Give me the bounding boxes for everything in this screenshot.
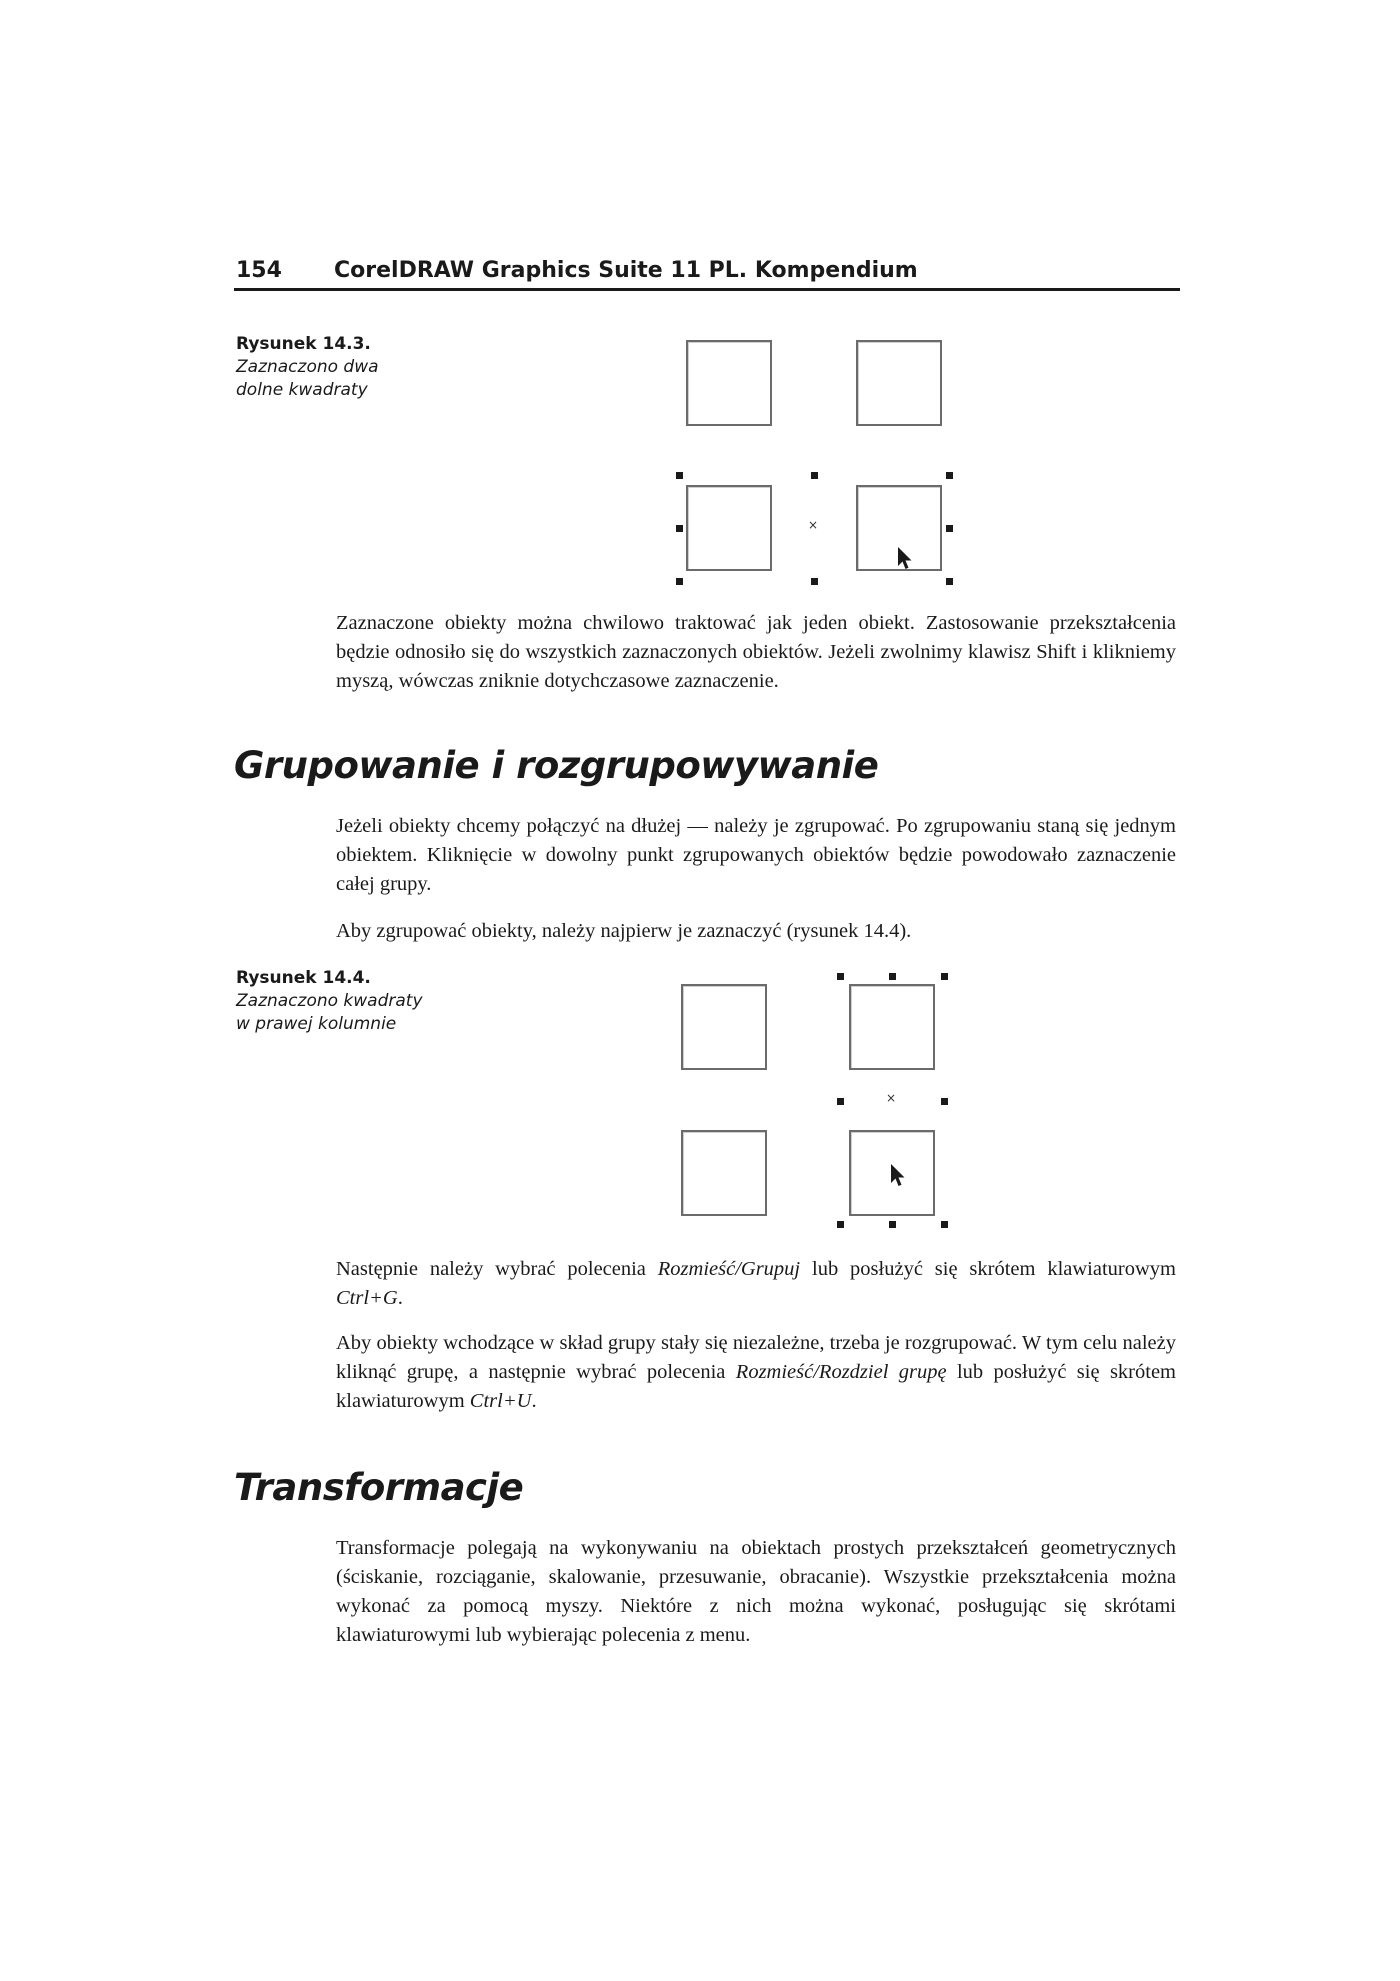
square-top-right [849,984,935,1070]
selection-handle-icon [941,1098,948,1105]
selection-handle-icon [676,525,683,532]
figure-label: Rysunek 14.3. [236,334,371,354]
selection-handle-icon [676,578,683,585]
selection-handle-icon [837,1098,844,1105]
section-heading-transformations: Transformacje [234,1466,524,1509]
section-heading-grouping: Grupowanie i rozgrupowywanie [234,744,879,787]
selection-handle-icon [676,472,683,479]
paragraph-grouping: Jeżeli obiekty chcemy połączyć na dłużej — należy je zgrupować. Po zgrupowaniu staną się jednym obiektem. Kliknięcie w dowolny punkt zgrupowanych obiektów będzie powodowało zaznaczenie całej grupy. [336,815,1176,895]
square-top-right [856,340,942,426]
menu-path-ungroup: Rozmieść/Rozdziel grupę [735,1361,947,1383]
center-x-mark-icon: × [886,1091,897,1105]
page-number: 154 [236,258,282,283]
caption-line: Zaznaczono dwa [236,357,379,377]
square-bottom-left [681,1130,767,1216]
shortcut-ctrl-g: Ctrl+G [336,1287,398,1309]
shortcut-ctrl-u: Ctrl+U [469,1390,532,1412]
square-top-left [686,340,772,426]
menu-path-group: Rozmieść/Grupuj [657,1258,801,1280]
caption-line: Zaznaczono kwadraty [236,991,423,1011]
book-title: CorelDRAW Graphics Suite 11 PL. Kompendium [334,258,918,283]
selection-handle-icon [811,472,818,479]
selection-handle-icon [946,472,953,479]
paragraph-selection: Zaznaczone obiekty można chwilowo traktować jak jeden obiekt. Zastosowanie przekształcenia będzie odnosiło się do wszystkich zaznaczonych obiektów. Jeżeli zwolnimy klawisz Shift i klikniemy myszą, wówczas zniknie dotychczasowe zaznaczenie. [336,612,1176,692]
mouse-pointer-icon [896,546,916,572]
selection-handle-icon [889,1221,896,1228]
selection-handle-icon [837,1221,844,1228]
page-header [234,254,1180,291]
paragraph-group-select: Aby zgrupować obiekty, należy najpierw je zaznaczyć (rysunek 14.4). [336,920,912,942]
paragraph-ungroup-command: Aby obiekty wchodzące w skład grupy stały się niezależne, trzeba je rozgrupować. W tym celu należy kliknąć grupę, a następnie wybrać polecenia Rozmieść/Rozdziel grupę lub posłużyć się skrótem klawiaturowym Ctrl+U. [336,1332,1176,1412]
selection-handle-icon [941,1221,948,1228]
selection-handle-icon [811,578,818,585]
selection-handle-icon [889,973,896,980]
selection-handle-icon [837,973,844,980]
caption-line: dolne kwadraty [236,380,368,400]
paragraph-transformations: Transformacje polegają na wykonywaniu na obiektach prostych przekształceń geometrycznych (ściskanie, rozciąganie, skalowanie, przesuwanie, obracanie). Wszystkie przekształcenia można wykonać za pomocą myszy. Niektóre z nich można wykonać, posługując się skrótami klawiaturowymi lub wybierając polecenia z menu. [336,1537,1176,1646]
square-bottom-left [686,485,772,571]
selection-handle-icon [946,525,953,532]
mouse-pointer-icon [889,1163,909,1189]
square-top-left [681,984,767,1070]
center-x-mark-icon: × [808,518,819,532]
selection-handle-icon [941,973,948,980]
caption-line: w prawej kolumnie [236,1014,397,1034]
paragraph-group-command: Następnie należy wybrać polecenia Rozmieść/Grupuj lub posłużyć się skrótem klawiaturowym Ctrl+G. [336,1258,1176,1309]
figure-caption-14-4 [236,967,423,1036]
figure-label: Rysunek 14.4. [236,968,371,988]
figure-caption-14-3 [236,333,379,402]
selection-handle-icon [946,578,953,585]
